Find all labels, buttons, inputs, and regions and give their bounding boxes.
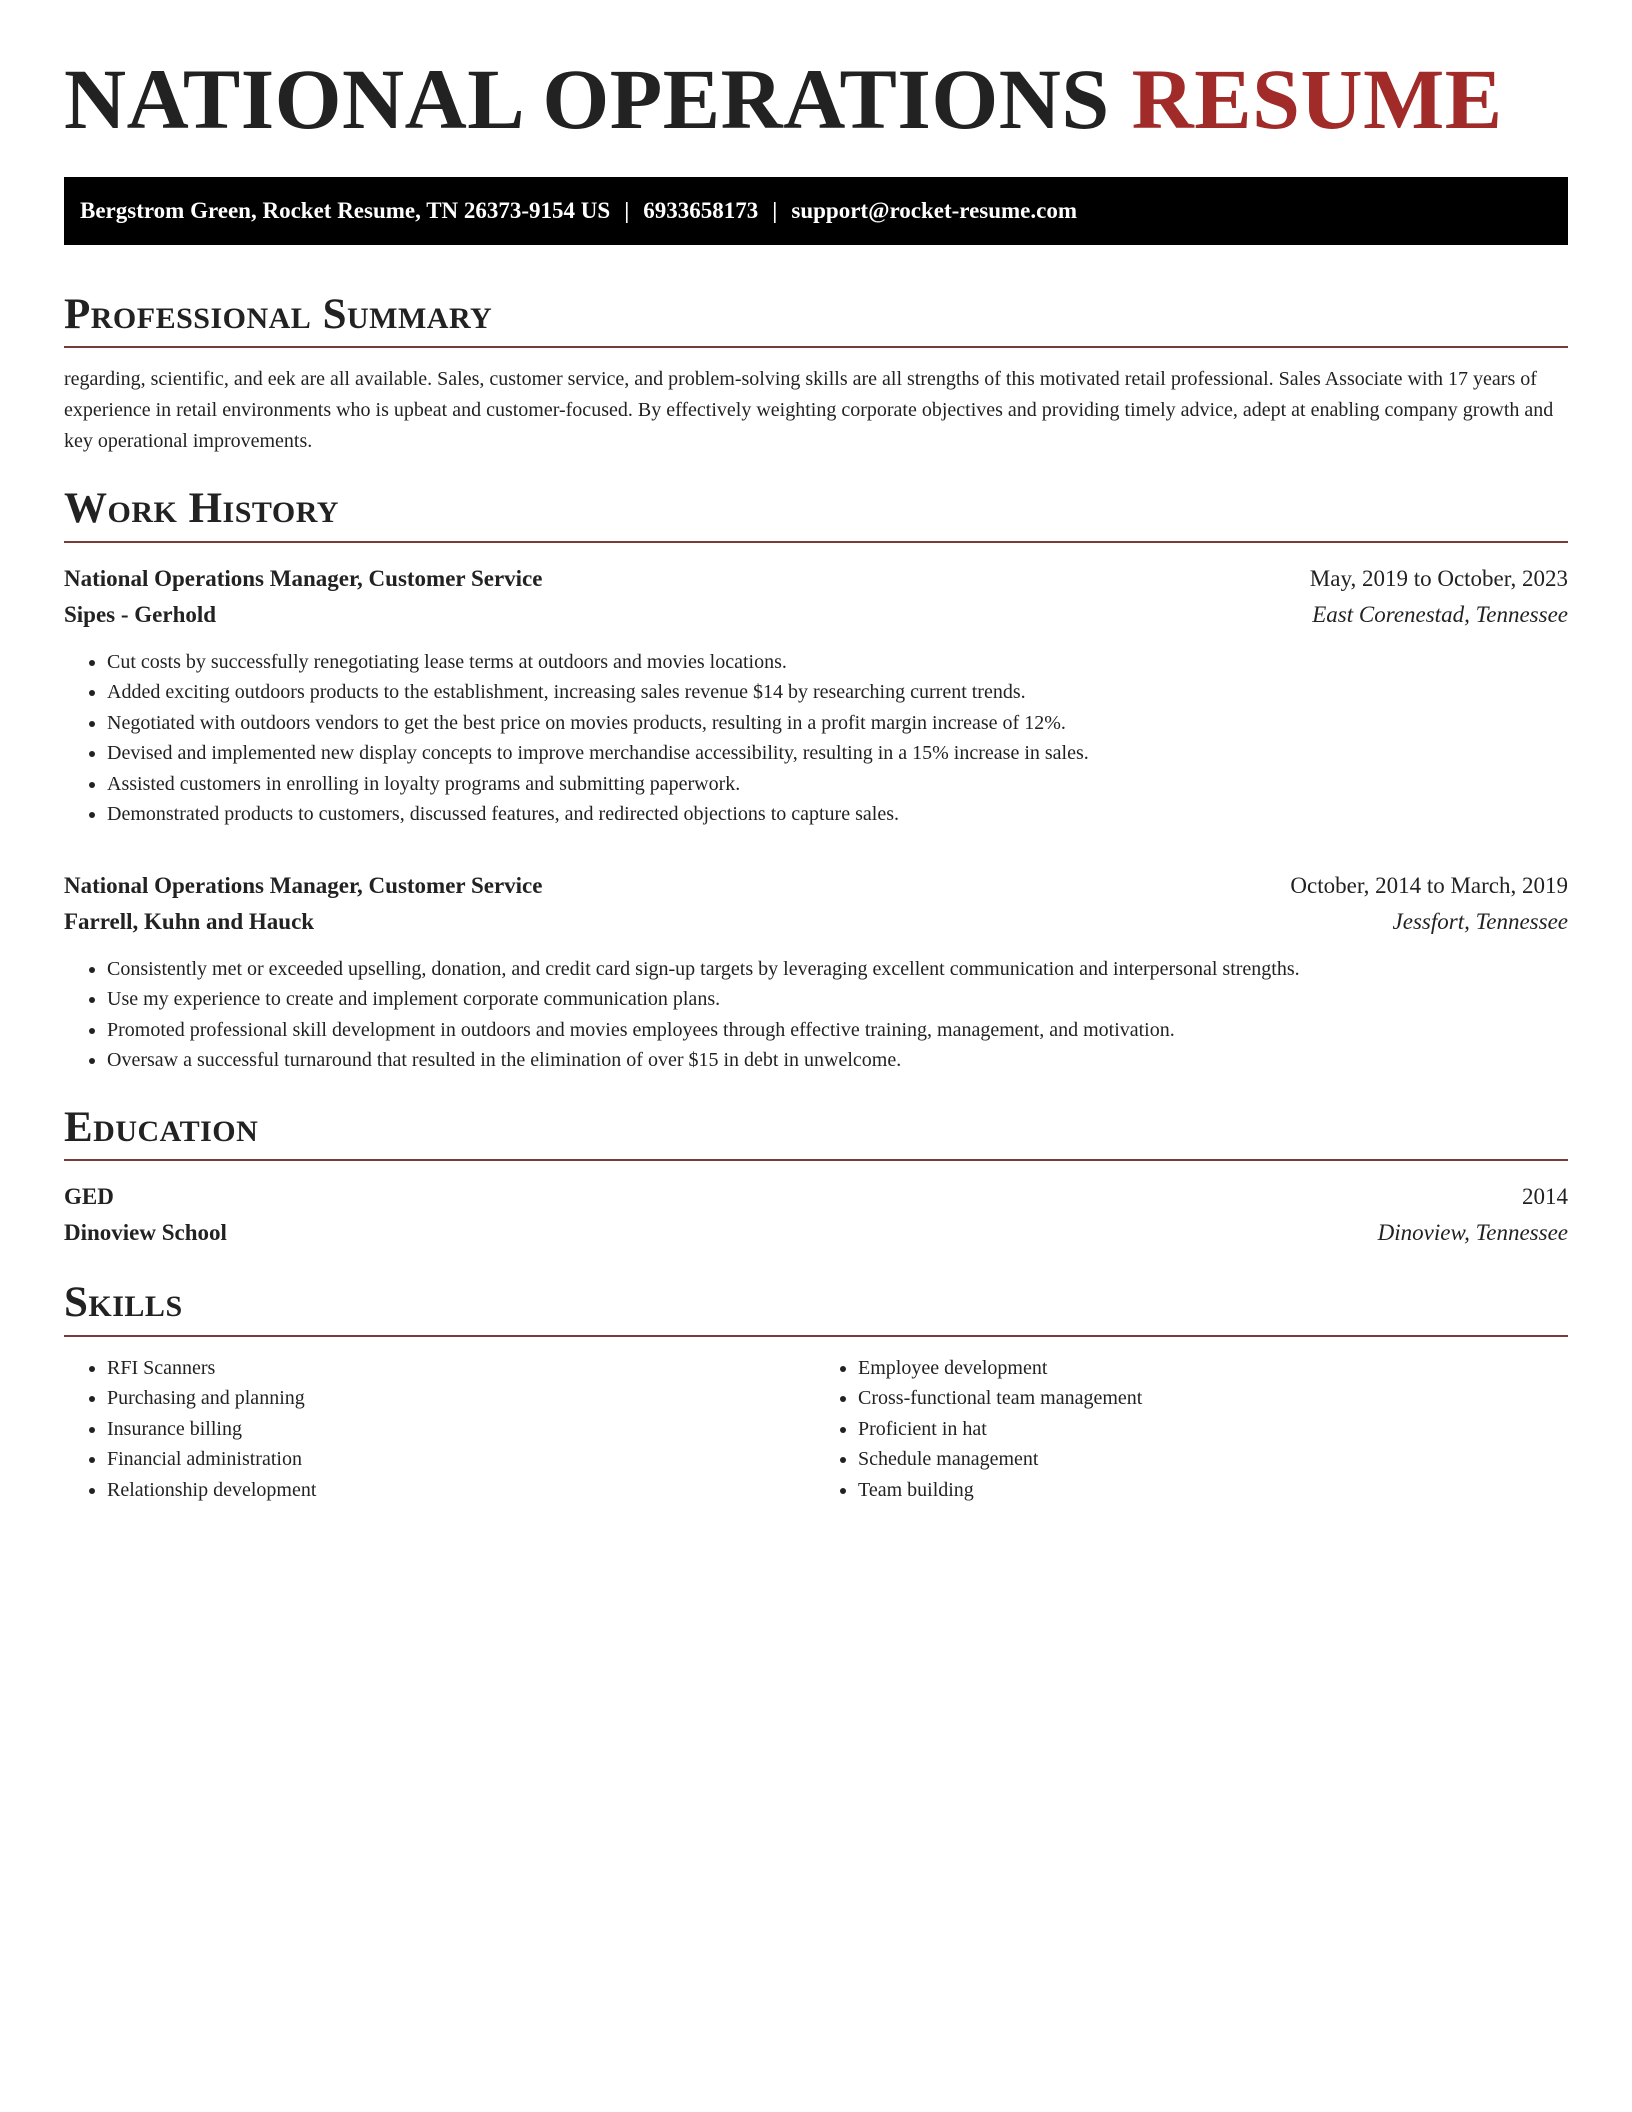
skill-item: • Employee development bbox=[858, 1353, 1568, 1384]
job-bullet: • Consistently met or exceeded upselling, donation, and credit card sign-up targets by leveraging excellent communication and interpersonal strengths. bbox=[107, 954, 1568, 985]
job-location: East Corenestad, Tennessee bbox=[1312, 601, 1568, 627]
title-main: NATIONAL OPERATIONS bbox=[64, 51, 1110, 147]
job-header-row bbox=[64, 868, 1568, 904]
job-bullets bbox=[64, 647, 1568, 830]
education-degree: GED bbox=[64, 1184, 114, 1210]
skill-item: • Cross-functional team management bbox=[858, 1383, 1568, 1414]
skill-item: • Insurance billing bbox=[107, 1414, 816, 1445]
education-year: 2014 bbox=[1522, 1184, 1568, 1210]
skill-item: • Purchasing and planning bbox=[107, 1383, 816, 1414]
job-bullet: • Demonstrated products to customers, discussed features, and redirected objections to capture sales. bbox=[107, 799, 1568, 830]
contact-separator: | bbox=[772, 197, 778, 223]
contact-address: Bergstrom Green, Rocket Resume, TN 26373-9154 US bbox=[80, 197, 611, 223]
contact-bar bbox=[64, 177, 1568, 245]
job-bullet: • Negotiated with outdoors vendors to get the best price on movies products, resulting in a profit margin increase of 12%. bbox=[107, 708, 1568, 739]
job-bullet: • Use my experience to create and implement corporate communication plans. bbox=[107, 984, 1568, 1015]
skill-item: • RFI Scanners bbox=[107, 1353, 816, 1384]
job-entry bbox=[64, 561, 1568, 830]
education-heading: Education bbox=[64, 1102, 1568, 1162]
skills-column-1 bbox=[64, 1353, 816, 1506]
job-bullet: • Oversaw a successful turnaround that resulted in the elimination of over $15 in debt in unwelcome. bbox=[107, 1045, 1568, 1076]
skill-item: • Proficient in hat bbox=[858, 1414, 1568, 1445]
job-company: Sipes - Gerhold bbox=[64, 601, 217, 627]
resume-title bbox=[64, 52, 1568, 147]
job-bullet: • Added exciting outdoors products to the establishment, increasing sales revenue $14 by researching current trends. bbox=[107, 677, 1568, 708]
education-degree-row bbox=[64, 1179, 1568, 1215]
title-accent: RESUME bbox=[1131, 51, 1503, 147]
job-company-row bbox=[64, 597, 1568, 633]
skill-item: • Schedule management bbox=[858, 1444, 1568, 1475]
contact-phone[interactable]: 6933658173 bbox=[643, 197, 759, 223]
job-company: Farrell, Kuhn and Hauck bbox=[64, 908, 315, 934]
job-bullet: • Assisted customers in enrolling in loyalty programs and submitting paperwork. bbox=[107, 769, 1568, 800]
job-bullet: • Cut costs by successfully renegotiating lease terms at outdoors and movies locations. bbox=[107, 647, 1568, 678]
job-dates: October, 2014 to March, 2019 bbox=[1290, 872, 1568, 898]
job-company-row bbox=[64, 904, 1568, 940]
job-bullet: • Devised and implemented new display concepts to improve merchandise accessibility, resulting in a 15% increase in sales. bbox=[107, 738, 1568, 769]
contact-email[interactable]: support@rocket-resume.com bbox=[791, 197, 1078, 223]
job-title: National Operations Manager, Customer Service bbox=[64, 565, 543, 591]
education-entry bbox=[64, 1179, 1568, 1251]
skill-item: • Team building bbox=[858, 1475, 1568, 1506]
contact-separator: | bbox=[624, 197, 630, 223]
job-header-row bbox=[64, 561, 1568, 597]
skill-item: • Financial administration bbox=[107, 1444, 816, 1475]
summary-heading: Professional Summary bbox=[64, 289, 1568, 349]
education-school-row bbox=[64, 1215, 1568, 1251]
skills-list bbox=[64, 1353, 1568, 1506]
skill-item: • Relationship development bbox=[107, 1475, 816, 1506]
education-location: Dinoview, Tennessee bbox=[1377, 1220, 1568, 1246]
work-history-heading: Work History bbox=[64, 483, 1568, 543]
job-dates: May, 2019 to October, 2023 bbox=[1309, 565, 1568, 591]
skills-heading: Skills bbox=[64, 1277, 1568, 1337]
job-bullet: • Promoted professional skill development in outdoors and movies employees through effective training, management, and motivation. bbox=[107, 1015, 1568, 1046]
summary-text: regarding, scientific, and eek are all available. Sales, customer service, and problem-solving skills are all strengths of this motivated retail professional. Sales Associate with 17 years of experience in retail environments who is upbeat and customer-focused. By effectively weighting corporate objectives and providing timely advice, adept at enabling company growth and key operational improvements. bbox=[64, 368, 1554, 453]
skills-column-2 bbox=[816, 1353, 1568, 1506]
job-location: Jessfort, Tennessee bbox=[1392, 908, 1568, 934]
job-entry bbox=[64, 868, 1568, 1076]
job-title: National Operations Manager, Customer Service bbox=[64, 872, 543, 898]
job-bullets bbox=[64, 954, 1568, 1076]
education-school: Dinoview School bbox=[64, 1220, 227, 1246]
